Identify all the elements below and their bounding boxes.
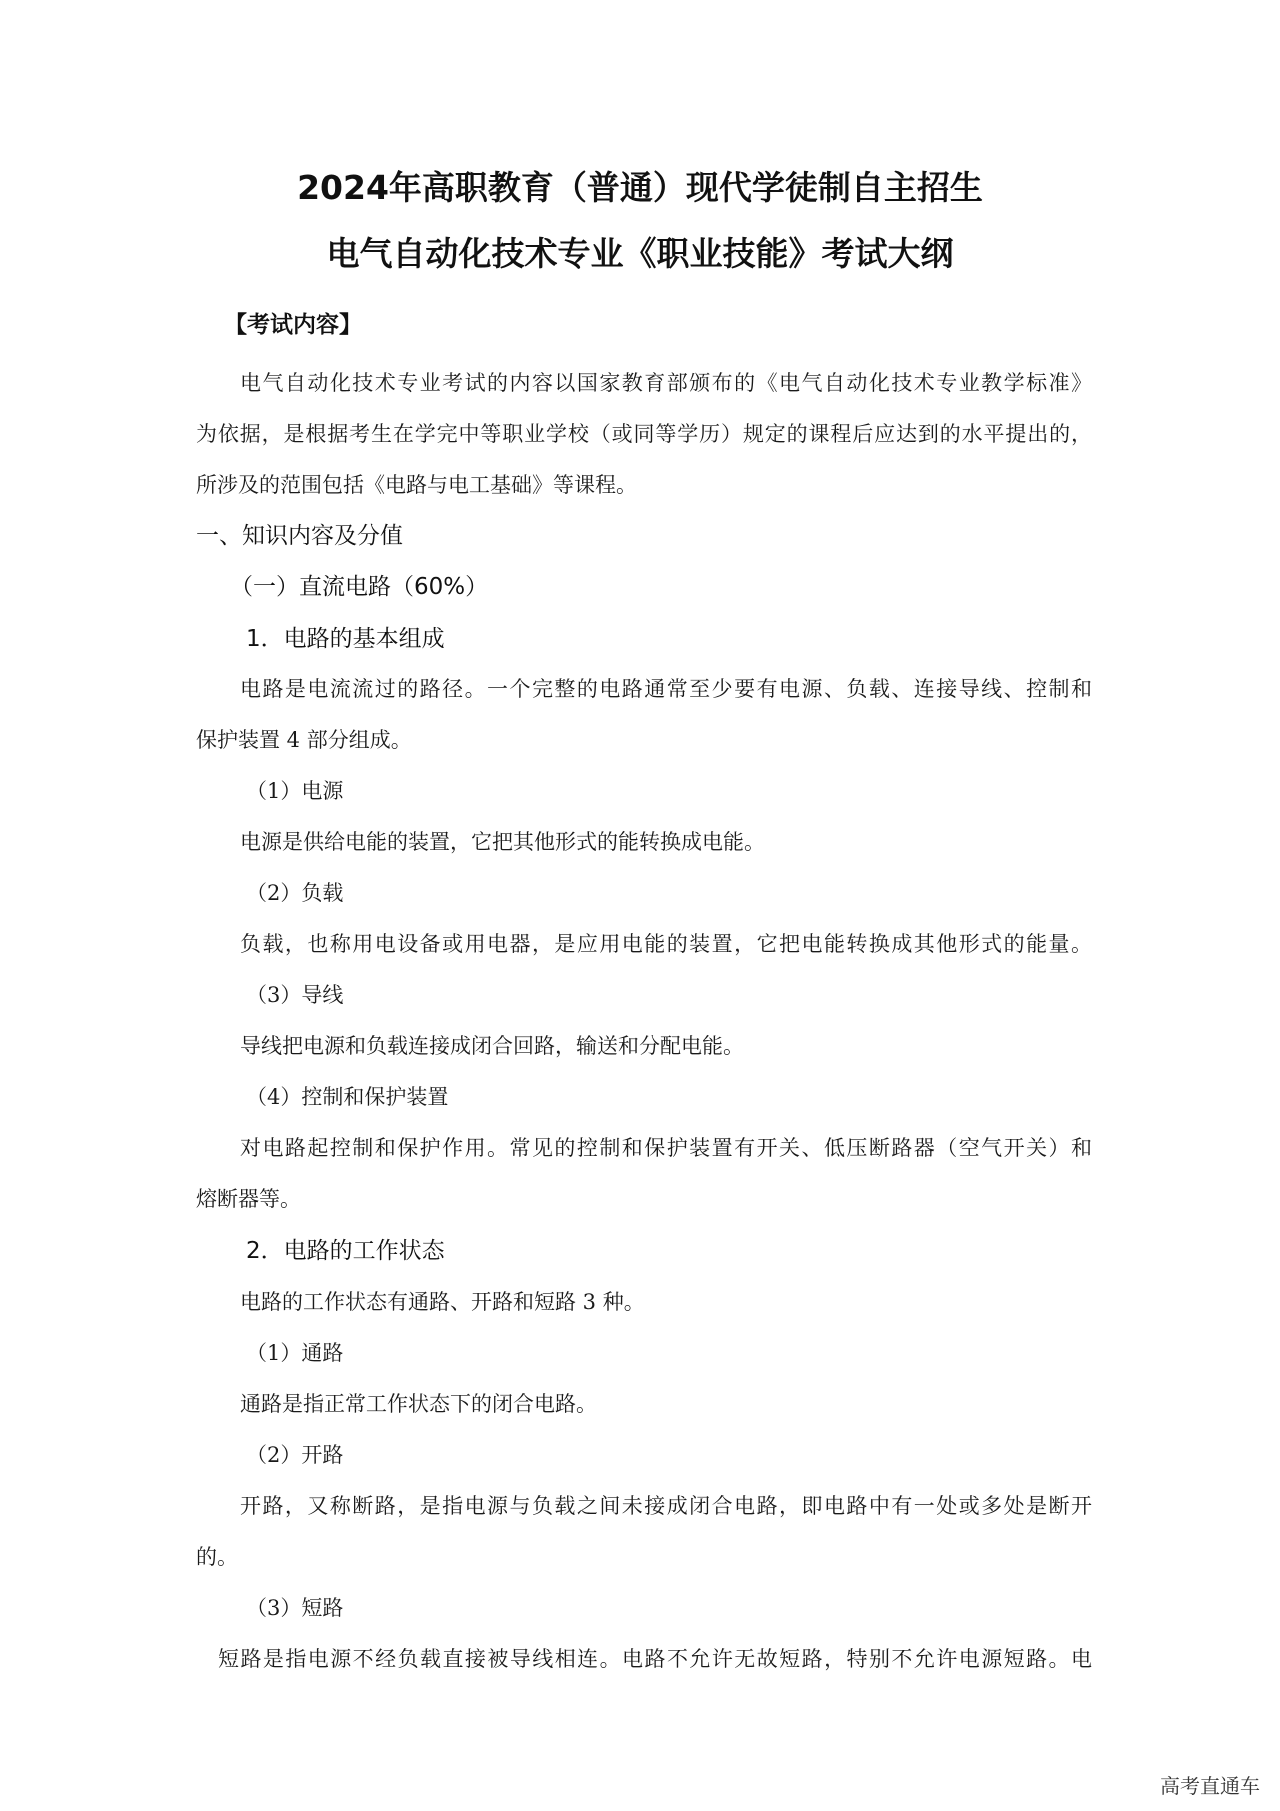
document-title-line-1: 2024年高职教育（普通）现代学徒制自主招生 bbox=[297, 168, 983, 207]
state-2-label: （2）开路 bbox=[246, 1443, 344, 1467]
part-1-label: （1）电源 bbox=[246, 779, 344, 803]
part-2-desc: 负载，也称用电设备或用电器，是应用电能的装置，它把电能转换成其他形式的能量。 bbox=[240, 932, 1092, 956]
part-4-desc-line-1: 对电路起控制和保护作用。常见的控制和保护装置有开关、低压断路器（空气开关）和 bbox=[240, 1136, 1092, 1160]
state-1-desc: 通路是指正常工作状态下的闭合电路。 bbox=[240, 1392, 597, 1416]
item-1-heading: 1．电路的基本组成 bbox=[246, 626, 445, 652]
state-3-label: （3）短路 bbox=[246, 1596, 344, 1620]
state-2-desc-line-1: 开路，又称断路，是指电源与负载之间未接成闭合电路，即电路中有一处或多处是断开 bbox=[240, 1494, 1092, 1518]
item-2-heading: 2．电路的工作状态 bbox=[246, 1238, 445, 1264]
part-1-desc: 电源是供给电能的装置，它把其他形式的能转换成电能。 bbox=[240, 830, 765, 854]
item-1-para-line-1: 电路是电流流过的路径。一个完整的电路通常至少要有电源、负载、连接导线、控制和 bbox=[240, 677, 1092, 701]
subsection-1-heading: （一）直流电路（60%） bbox=[230, 574, 489, 600]
part-2-label: （2）负载 bbox=[246, 881, 344, 905]
item-1-para-line-2: 保护装置 4 部分组成。 bbox=[196, 728, 412, 752]
part-4-desc-line-2: 熔断器等。 bbox=[196, 1187, 301, 1211]
state-1-label: （1）通路 bbox=[246, 1341, 344, 1365]
section-1-heading: 一、知识内容及分值 bbox=[196, 523, 403, 549]
state-2-desc-line-2: 的。 bbox=[196, 1545, 238, 1569]
watermark-text: 高考直通车 bbox=[1160, 1774, 1260, 1798]
intro-line-2: 为依据，是根据考生在学完中等职业学校（或同等学历）规定的课程后应达到的水平提出的， bbox=[196, 422, 1092, 446]
part-3-label: （3）导线 bbox=[246, 983, 344, 1007]
document-title-line-2: 电气自动化技术专业《职业技能》考试大纲 bbox=[326, 234, 954, 273]
intro-line-3: 所涉及的范围包括《电路与电工基础》等课程。 bbox=[196, 473, 637, 497]
part-3-desc: 导线把电源和负载连接成闭合回路，输送和分配电能。 bbox=[240, 1034, 744, 1058]
intro-line-1: 电气自动化技术专业考试的内容以国家教育部颁布的《电气自动化技术专业教学标准》 bbox=[240, 371, 1092, 395]
item-2-para: 电路的工作状态有通路、开路和短路 3 种。 bbox=[240, 1290, 645, 1314]
state-3-desc-line-1: 短路是指电源不经负载直接被导线相连。电路不允许无故短路，特别不允许电源短路。电 bbox=[218, 1647, 1092, 1671]
exam-content-heading: 【考试内容】 bbox=[224, 312, 362, 338]
part-4-label: （4）控制和保护装置 bbox=[246, 1085, 449, 1109]
